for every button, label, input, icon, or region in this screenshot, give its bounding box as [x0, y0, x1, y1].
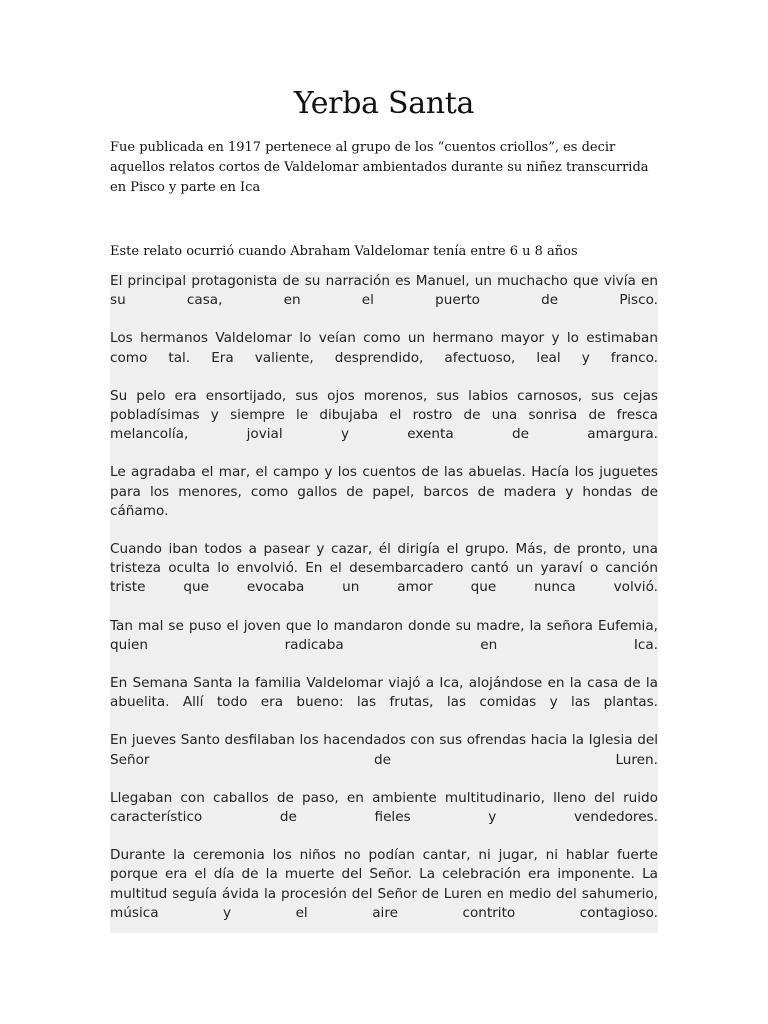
body-text-block — [110, 272, 658, 933]
body-paragraph: Su pelo era ensortijado, sus ojos morenos, sus labios carnosos, sus cejas pobladísimas y siempre le dibujaba el rostro de una sonrisa de fresca melancolía, jovial y exenta de amargura. — [110, 387, 658, 443]
body-paragraph: Los hermanos Valdelomar lo veían como un hermano mayor y lo estimaban como tal. Era valiente, desprendido, afectuoso, leal y franco. — [110, 330, 658, 366]
body-paragraph: En jueves Santo desfilaban los hacendados con sus ofrendas hacia la Iglesia del Señor de Luren. — [110, 732, 658, 768]
body-paragraph: Llegaban con caballos de paso, en ambiente multitudinario, lleno del ruido característico de fieles y vendedores. — [110, 789, 658, 826]
body-paragraph: Cuando iban todos a pasear y cazar, él dirigía el grupo. Más, de pronto, una tristeza oculta lo envolvió. En el desembarcadero cantó un yaraví o canción triste que evocaba un amor que nunca volvió. — [110, 541, 658, 596]
lead-sentence: Este relato ocurrió cuando Abraham Valdelomar tenía entre 6 u 8 años — [110, 244, 578, 259]
intro-paragraph: Fue publicada en 1917 pertenece al grupo de los “cuentos criollos”, es decir aquellos relatos cortos de Valdelomar ambientados durante su niñez transcurrida en Pisco y parte en Ica — [110, 140, 649, 195]
body-paragraph: El principal protagonista de su narración es Manuel, un muchacho que vivía en su casa, en el puerto de Pisco. — [110, 273, 658, 309]
body-paragraph: Durante la ceremonia los niños no podían cantar, ni jugar, ni hablar fuerte porque era el día de la muerte del Señor. La celebración era imponente. La multitud seguía ávida la procesión del Señor de Luren en medio del sahumerio, música y el aire contrito contagioso. — [110, 847, 658, 921]
document-page — [110, 0, 658, 933]
body-paragraph: Le agradaba el mar, el campo y los cuentos de las abuelas. Hacía los juguetes para los menores, como gallos de papel, barcos de madera y hondas de cáñamo. — [110, 464, 658, 519]
body-paragraph: En Semana Santa la familia Valdelomar viajó a Ica, alojándose en la casa de la abuelita. Allí todo era bueno: las frutas, las comidas y las plantas. — [110, 675, 658, 711]
body-paragraph: Tan mal se puso el joven que lo mandaron donde su madre, la señora Eufemia, quien radicaba en Ica. — [110, 617, 658, 653]
document-title: Yerba Santa — [293, 86, 475, 121]
